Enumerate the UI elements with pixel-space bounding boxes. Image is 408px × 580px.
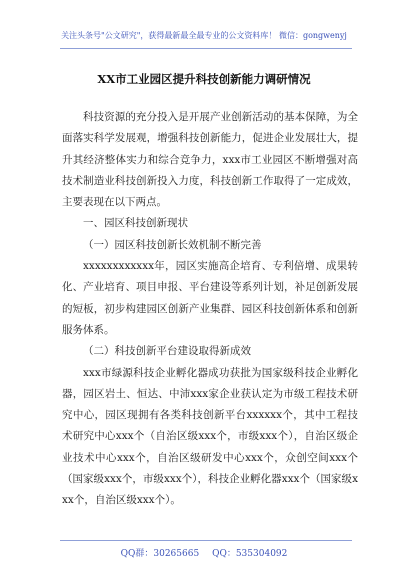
subsection-heading-1: （一）园区科技创新长效机制不断完善 [83, 238, 262, 251]
page-footer [0, 540, 408, 570]
subsection-1-paragraph: xxxxxxxxxxxx年，园区实施高企培育、专利倍增、成果转化、产业培育、项目申报、平台建设等系列计划，补足创新发展的短板，初步构建园区创新产业集群、园区科技创新体系和创新服务体系。 [62, 260, 358, 336]
header-divider [60, 48, 352, 49]
footer-qq-group: QQ群：30265665 [120, 549, 200, 559]
document-body [62, 107, 358, 512]
intro-paragraph: 科技资源的充分投入是开展产业创新活动的基本保障，为全面落实科学发展观，增强科技创新能力，促进企业发展壮大，提升其经济整体实力和综合竞争力，xxx市工业园区不断增强对高技术制造业科技创新投入力度，科技创新工作取得了一定成效，主要表现在以下两点。 [62, 111, 358, 209]
page-header [0, 0, 408, 58]
subsection-heading-2: （二）科技创新平台建设取得新成效 [83, 345, 251, 358]
footer-contact [0, 546, 408, 559]
footer-divider [60, 540, 352, 541]
section-heading-1: 一、园区科技创新现状 [83, 217, 188, 230]
document-title: XX市工业园区提升科技创新能力调研情况 [97, 72, 311, 86]
footer-qq-number: QQ：535304092 [212, 549, 288, 559]
subsection-2-paragraph: xxx市绿源科技企业孵化器成功获批为国家级科技企业孵化器，园区岩土、恒达、中沛xxx家企业获认定为市级工程技术研究中心，园区现拥有各类科技创新平台xxxxxx个，其中工程技术研究中心xxx个（自治区级xxx个，市级xxx个），自治区级企业技术中心xxx个，自治区级研发中心xxx个，众创空间xxx个（国家级xxx个，市级xxx个），科技企业孵化器xxx个（国家级xxx个，自治区级xxx个）。 [62, 366, 358, 507]
header-notice: 关注头条号"公文研究"，获得最新最全最专业的公文资料库！ 微信：gongwenyj [61, 31, 347, 40]
